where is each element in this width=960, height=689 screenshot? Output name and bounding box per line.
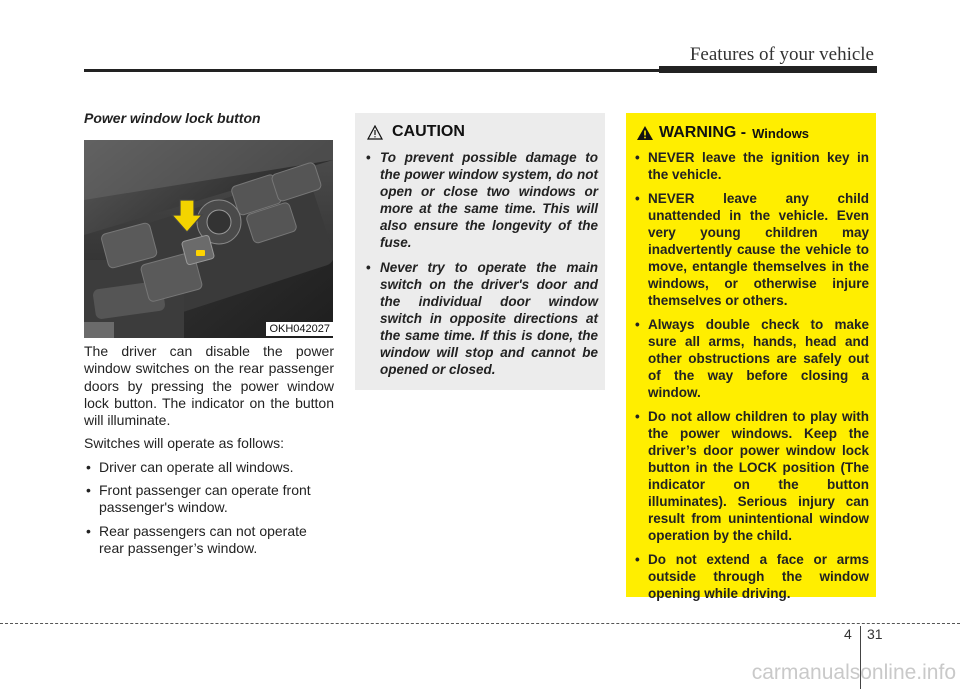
header-title: Features of your vehicle: [689, 44, 874, 65]
photo-illustration: [84, 140, 333, 338]
body-bullet: • Rear passengers can not operate rear passenger’s window.: [84, 523, 334, 558]
caution-header: [367, 123, 465, 141]
body-intro: Switches will operate as follows:: [84, 435, 284, 452]
warning-subtitle: Windows: [752, 125, 810, 141]
watermark: carmanualsonline.info: [751, 661, 956, 684]
header-rule-thick: [659, 66, 877, 73]
warning-list: [634, 149, 869, 609]
window-switch-photo: [84, 140, 333, 338]
warning-item: • Do not extend a face or arms outside through the window opening while driving.: [634, 551, 869, 602]
page-number: 31: [867, 626, 883, 642]
warning-item: • Do not allow children to play with the power windows. Keep the driver’s door power window lock button in the LOCK position (The indicator on the button illuminates). Serious injury can result from unintentional window operation by the child.: [634, 408, 869, 544]
lock-indicator-light: [196, 250, 205, 256]
warning-item: • NEVER leave the ignition key in the vehicle.: [634, 149, 869, 183]
body-bullet-list: [84, 459, 334, 557]
section-heading: Power window lock button: [84, 110, 261, 126]
figure-code: OKH042027: [266, 322, 333, 336]
warning-title: WARNING -: [659, 124, 747, 141]
body-bullet: • Driver can operate all windows.: [84, 459, 334, 476]
page-chapter: 4: [844, 626, 852, 642]
warning-item: • Always double check to make sure all arms, hands, head and other obstructions are safely out of the way before closing a window.: [634, 316, 869, 401]
warning-header: [636, 124, 809, 142]
body-paragraph: The driver can disable the power window switches on the rear passenger doors by pressing the power window lock button. The indicator on the button will illuminate.: [84, 343, 334, 429]
caution-box: [355, 113, 605, 390]
body-bullet: • Front passenger can operate front passenger's window.: [84, 482, 334, 517]
warning-item: • NEVER leave any child unattended in the vehicle. Even very young children may inadvertently cause the vehicle to move, entangle themselves in the windows, or otherwise injure themselves or others.: [634, 190, 869, 309]
warning-box: [626, 113, 876, 601]
warning-triangle-icon: [636, 125, 654, 141]
caution-title: CAUTION: [392, 123, 465, 140]
caution-item: • To prevent possible damage to the power window system, do not open or close two windows or more at the same time. This will also ensure the longevity of the fuse.: [365, 149, 598, 251]
caution-item: • Never try to operate the main switch on the driver's door and the individual door window switch in opposite directions at the same time. If this is done, the window will stop and cannot be opened or closed.: [365, 259, 598, 378]
footer-dashed-line: [0, 623, 960, 624]
caution-list: [365, 149, 598, 386]
body-text: [84, 343, 334, 563]
caution-triangle-icon: [367, 125, 383, 140]
